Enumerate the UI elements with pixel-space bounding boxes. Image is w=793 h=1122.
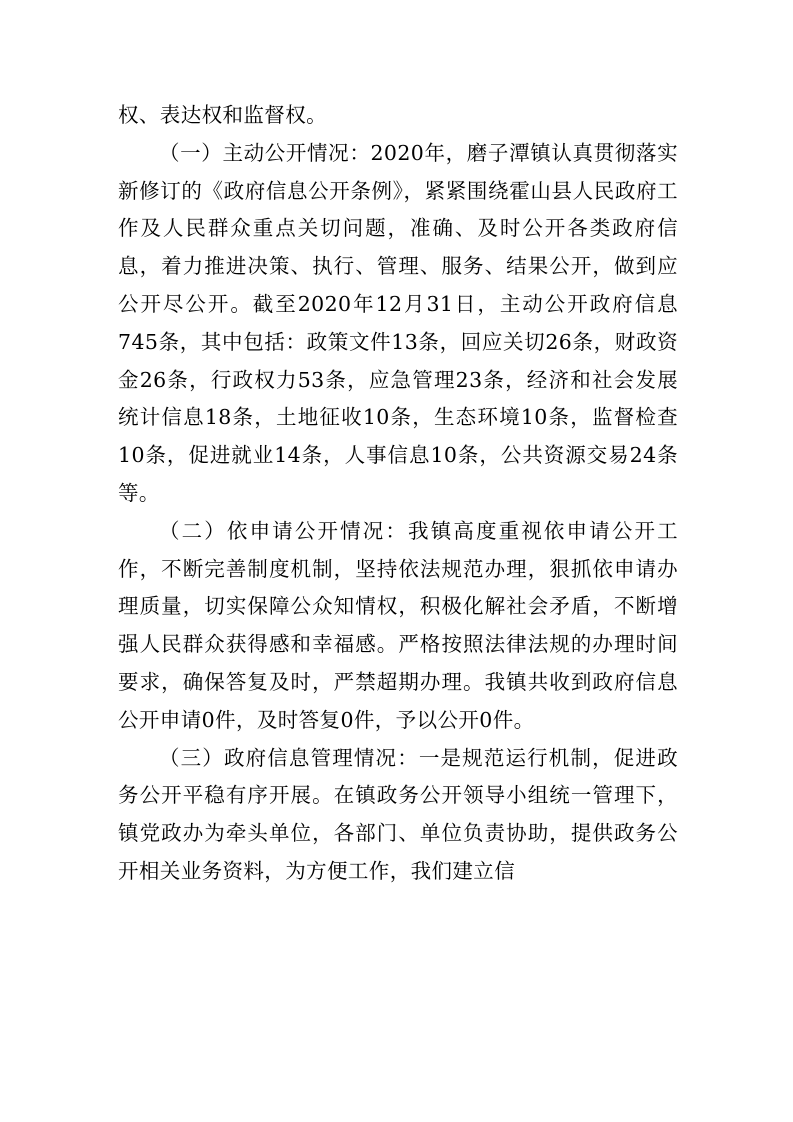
paragraph-information-management: （三）政府信息管理情况：一是规范运行机制，促进政务公开平稳有序开展。在镇政务公开领导小组统一管理下，镇党政办为牵头单位，各部门、单位负责协助，提供政务公开相关业务资料，为方便工作，我们建立信 <box>118 745 678 883</box>
paragraph-continuation: 权、表达权和监督权。 <box>118 103 327 127</box>
paragraph-proactive-disclosure: （一）主动公开情况：2020年，磨子潭镇认真贯彻落实新修订的《政府信息公开条例》，紧紧围绕霍山县人民政府工作及人民群众重点关切问题，准确、及时公开各类政府信息，着力推进决策、执行、管理、服务、结果公开，做到应公开尽公开。截至2020年12月31日，主动公开政府信息745条，其中包括：政策文件13条，回应关切26条，财政资金26条，行政权力53条，应急管理23条，经济和社会发展统计信息18条，土地征收10条，生态环境10条，监督检查10条，促进就业14条，人事信息10条，公共资源交易24条等。 <box>118 140 678 505</box>
paragraph-disclosure-upon-request: （二）依申请公开情况：我镇高度重视依申请公开工作，不断完善制度机制，坚持依法规范办理，狠抓依申请办理质量，切实保障公众知情权，积极化解社会矛盾，不断增强人民群众获得感和幸福感。严格按照法律法规的办理时间要求，确保答复及时，严禁超期办理。我镇共收到政府信息公开申请0件，及时答复0件，予以公开0件。 <box>118 518 678 732</box>
document-body <box>118 97 678 891</box>
